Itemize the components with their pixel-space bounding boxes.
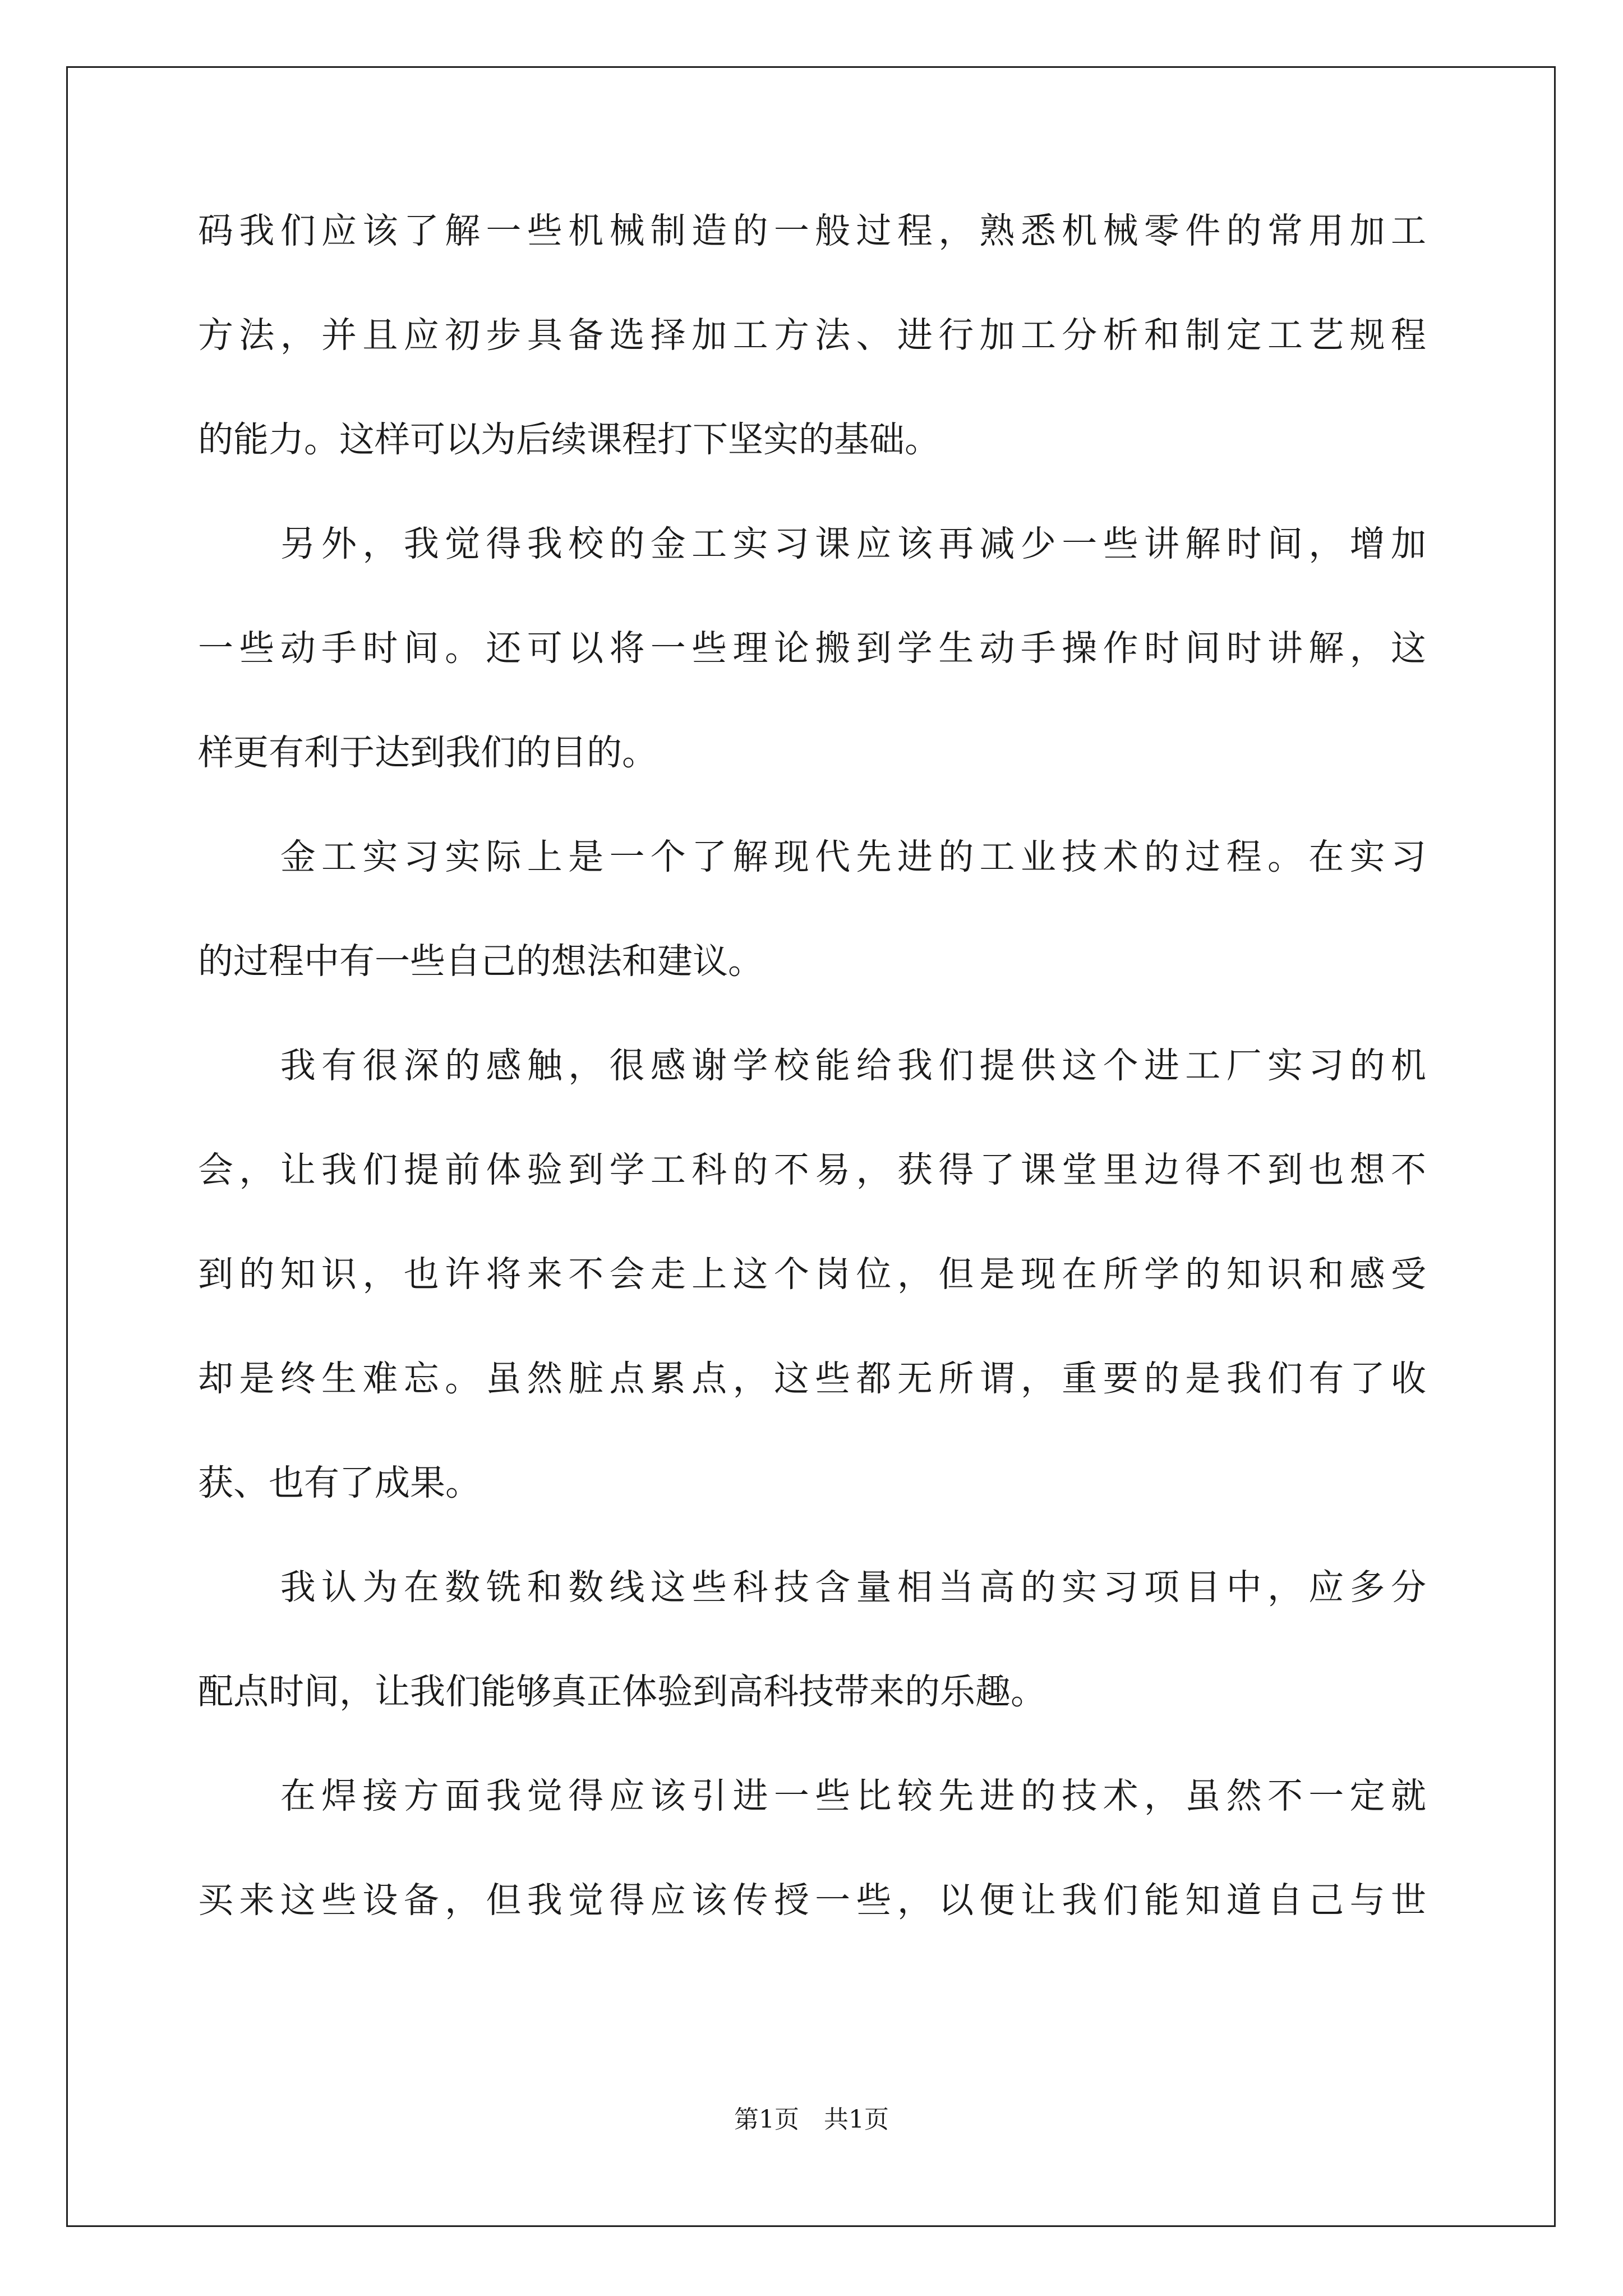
text-line: 的能力。这样可以为后续课程打下坚实的基础。 xyxy=(198,419,940,460)
page-number-footer: 第1页 共1页 xyxy=(734,2105,889,2134)
text-line: 另外，我觉得我校的金工实习课应该再减少一些讲解时间，增加 xyxy=(198,523,1426,564)
text-line: 样更有利于达到我们的目的。 xyxy=(198,732,657,773)
text-line: 获、也有了成果。 xyxy=(198,1462,481,1503)
text-line: 的过程中有一些自己的想法和建议。 xyxy=(198,941,763,982)
text-line: 在焊接方面我觉得应该引进一些比较先进的技术，虽然不一定就 xyxy=(198,1775,1426,1816)
text-line: 我有很深的感触，很感谢学校能给我们提供这个进工厂实习的机 xyxy=(198,1045,1426,1086)
text-line: 配点时间，让我们能够真正体验到高科技带来的乐趣。 xyxy=(198,1671,1046,1712)
text-line: 码我们应该了解一些机械制造的一般过程，熟悉机械零件的常用加工 xyxy=(198,210,1426,251)
text-line: 金工实习实际上是一个了解现代先进的工业技术的过程。在实习 xyxy=(198,836,1426,877)
text-line: 方法，并且应初步具备选择加工方法、进行加工分析和制定工艺规程 xyxy=(198,315,1426,356)
document-body xyxy=(198,210,1426,1987)
text-line: 会，让我们提前体验到学工科的不易，获得了课堂里边得不到也想不 xyxy=(198,1149,1426,1190)
text-line: 到的知识，也许将来不会走上这个岗位，但是现在所学的知识和感受 xyxy=(198,1254,1426,1295)
text-line: 我认为在数铣和数线这些科技含量相当高的实习项目中，应多分 xyxy=(198,1567,1426,1608)
text-line: 却是终生难忘。虽然脏点累点，这些都无所谓，重要的是我们有了收 xyxy=(198,1358,1426,1399)
text-line: 一些动手时间。还可以将一些理论搬到学生动手操作时间时讲解，这 xyxy=(198,628,1426,669)
text-line: 买来这些设备，但我觉得应该传授一些，以便让我们能知道自己与世 xyxy=(198,1880,1426,1921)
